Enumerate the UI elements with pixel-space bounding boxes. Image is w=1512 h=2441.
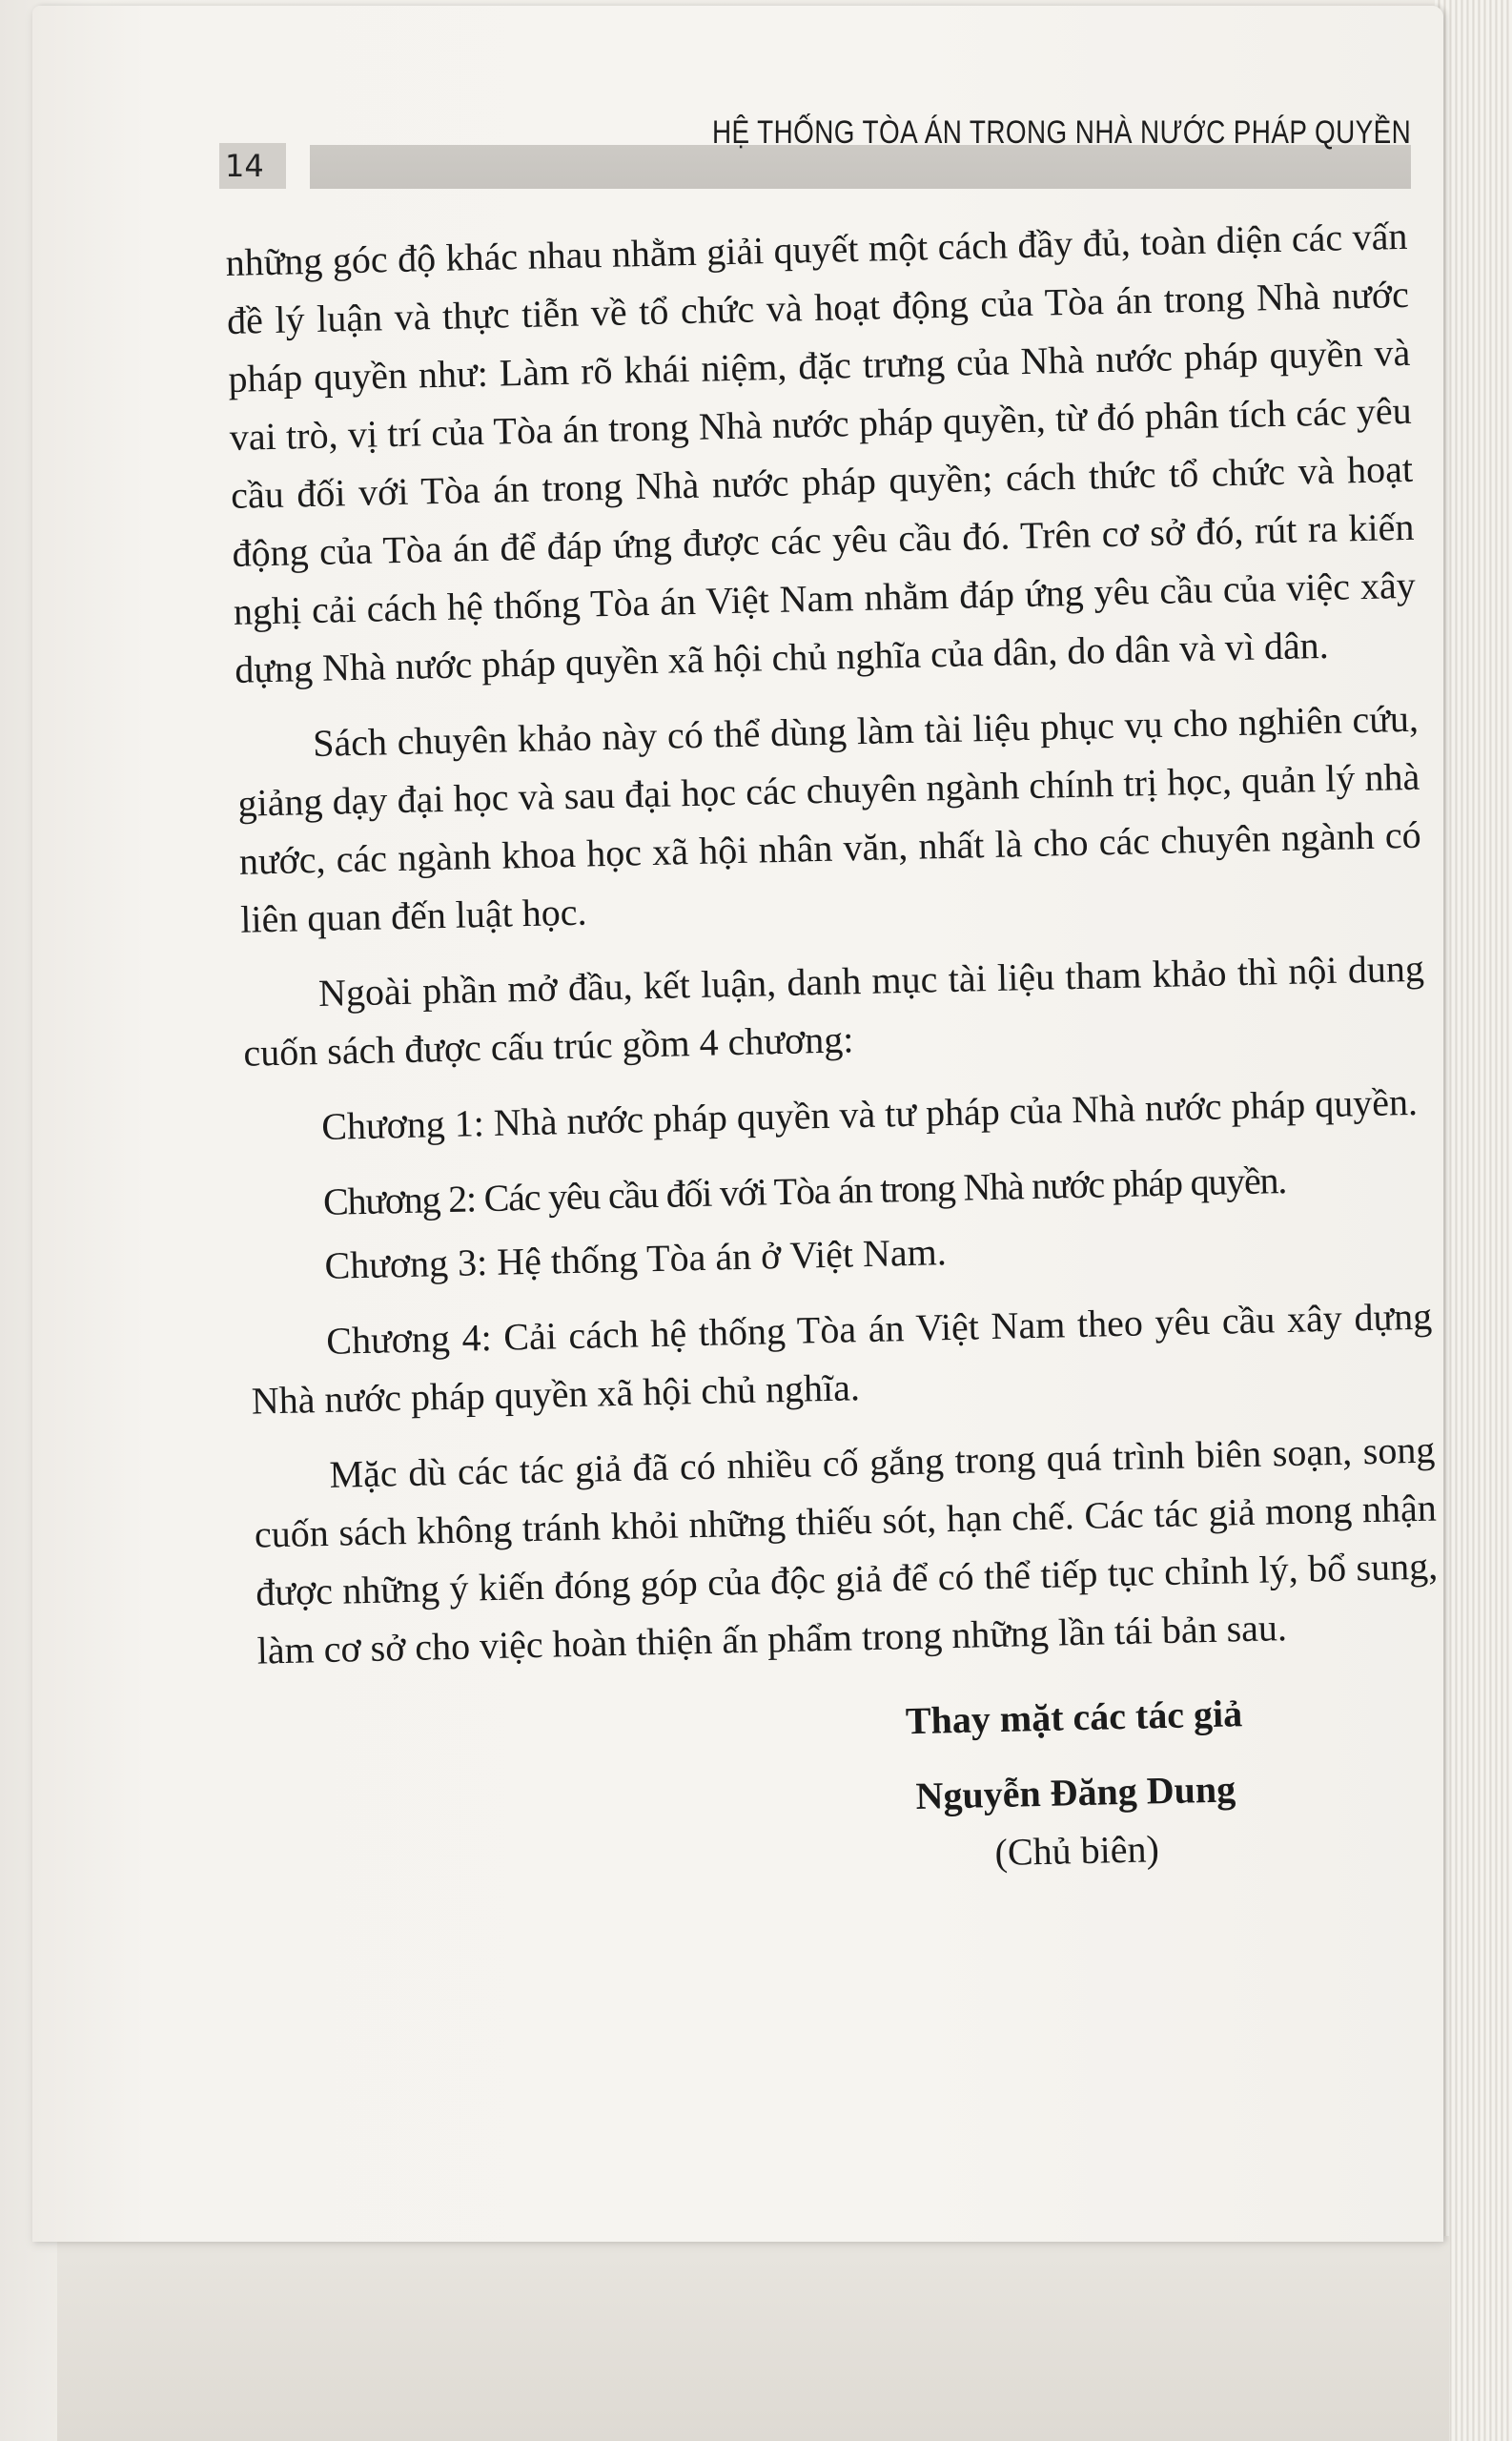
signature-on-behalf: Thay mặt các tác giả	[905, 1692, 1243, 1743]
page-edges-bottom	[57, 2236, 1449, 2441]
chapter-1: Chương 1: Nhà nước pháp quyền và tư pháp của Nhà nước pháp quyền.	[320, 1079, 1419, 1148]
chapter-2: Chương 2: Các yêu cầu đối với Tòa án trong Nhà nước pháp quyền.	[322, 1159, 1287, 1223]
signature-role: (Chủ biên)	[994, 1827, 1160, 1875]
page-number: 14	[219, 143, 286, 189]
page-edges-right	[1435, 0, 1512, 2441]
running-header	[219, 114, 1411, 205]
continuation-paragraph: những góc độ khác nhau nhằm giải quyết một cách đầy đủ, toàn diện các vấn đề lý luận và thực tiễn về tổ chức và hoạt động của Tòa án trong Nhà nước pháp quyền như: Làm rõ khái niệm, đặc trưng của Nhà nước pháp quyền và vai trò, vị trí của Tòa án trong Nhà nước pháp quyền, từ đó phân tích các yêu cầu đối với Tòa án trong Nhà nước pháp quyền; cách thức tổ chức và hoạt động của Tòa án để đáp ứng được các yêu cầu đó. Trên cơ sở đó, rút ra kiến nghị cải cách hệ thống Tòa án Việt Nam nhằm đáp ứng yêu cầu của việc xây dựng Nhà nước pháp quyền xã hội chủ nghĩa của dân, do dân và vì dân.	[225, 214, 1417, 691]
page-body	[225, 207, 1444, 1898]
structure-intro-paragraph: Ngoài phần mở đầu, kết luận, danh mục tài liệu tham khảo thì nội dung cuốn sách được cấu trúc gồm 4 chương:	[242, 946, 1425, 1075]
chapter-3: Chương 3: Hệ thống Tòa án ở Việt Nam.	[324, 1230, 948, 1287]
closing-paragraph: Mặc dù các tác giả đã có nhiều cố gắng trong quá trình biên soạn, song cuốn sách không tránh khỏi những thiếu sót, hạn chế. Các tác giả mong nhận được những ý kiến đóng góp của độc giả để có thể tiếp tục chỉnh lý, bổ sung, làm cơ sở cho việc hoàn thiện ấn phẩm trong những lần tái bản sau.	[254, 1427, 1439, 1672]
purpose-paragraph: Sách chuyên khảo này có thể dùng làm tài liệu phục vụ cho nghiên cứu, giảng dạy đại học và sau đại học các chuyên ngành chính trị học, quản lý nhà nước, các ngành khoa học xã hội nhân văn, nhất là cho các chuyên ngành có liên quan đến luật học.	[237, 696, 1422, 941]
signature-name: Nguyễn Đăng Dung	[915, 1767, 1236, 1817]
chapter-4: Chương 4: Cải cách hệ thống Tòa án Việt Nam theo yêu cầu xây dựng Nhà nước pháp quyền xã hội chủ nghĩa.	[251, 1294, 1433, 1423]
signature-block	[868, 1683, 1282, 1884]
running-title: HỆ THỐNG TÒA ÁN TRONG NHÀ NƯỚC PHÁP QUYỀN	[711, 114, 1411, 151]
